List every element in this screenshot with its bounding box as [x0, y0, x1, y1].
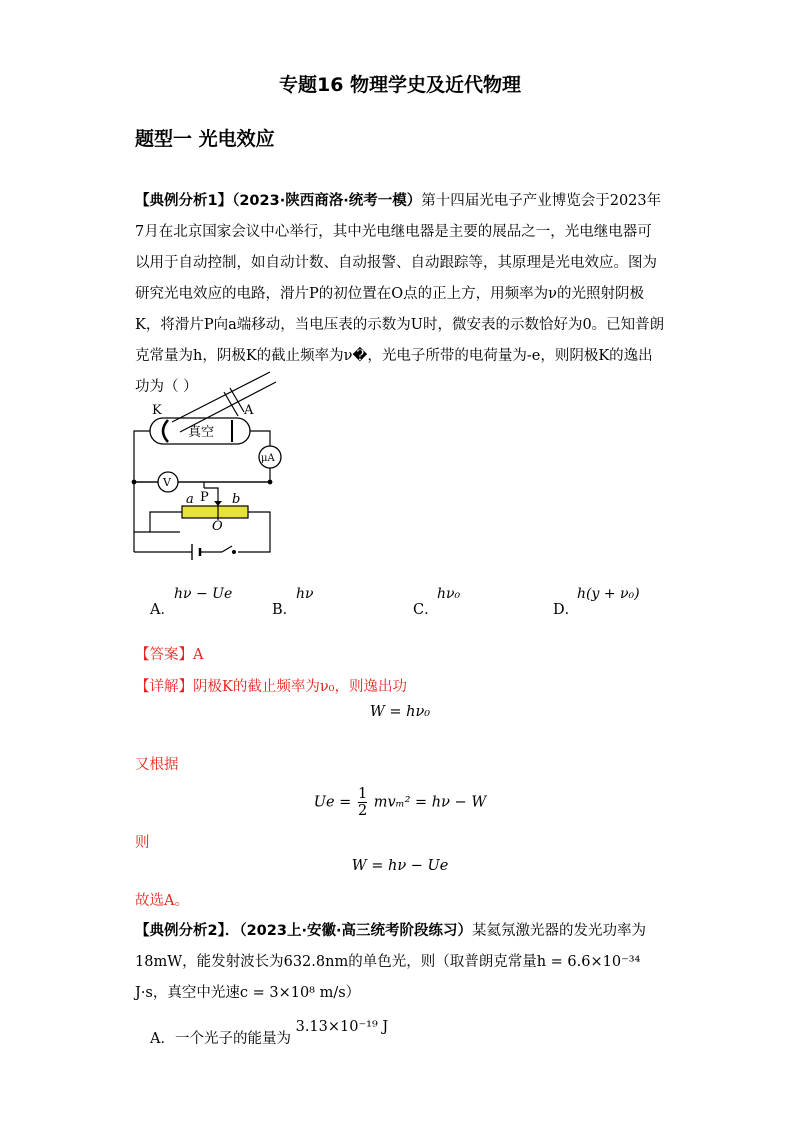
detail-line4: 故选A。 — [135, 893, 189, 909]
page-title: 专题16 物理学史及近代物理 — [278, 74, 522, 96]
example2-paragraph — [135, 916, 665, 1009]
fraction-denominator: 2 — [357, 803, 368, 819]
label-v: V — [163, 476, 171, 489]
equation-3: W = hν − Ue — [351, 858, 449, 874]
option-d-letter: D． — [553, 602, 580, 618]
equation-2-right: mvₘ² = hν − W — [373, 794, 487, 811]
option-c[interactable] — [413, 586, 461, 619]
battery — [192, 544, 200, 560]
option-b[interactable] — [272, 586, 314, 619]
label-b-end: b — [232, 492, 241, 507]
example2-source: （2023上·安徽·高三统考阶段练习） — [239, 923, 472, 939]
example2-tag: 【典例分析2】． — [135, 923, 240, 939]
label-vacuum: 真空 — [188, 425, 215, 440]
example1-text: 第十四届光电子产业博览会于2023年7月在北京国家会议中心举行，其中光电继电器是主要的展品之一，光电继电器可以用于自动控制，如自动计数、自动报警、自动跟踪等，其原理是光电效应。图为研究光电效应的电路，滑片P的初位置在O点的正上方，用频率为ν的光照射阴极K，将滑片P向a端移动，当电压表的示数为U时，微安表的示数恰好为0。已知普朗克常量为h，阴极K的截止频率为ν�，光电子所带的电荷量为-e，则阴极K的逸出功为（ ） — [135, 193, 665, 395]
example1-source: （2023·陕西商洛·统考一模） — [232, 193, 422, 209]
detail-line3: 则 — [135, 835, 150, 851]
example2-text2: 18mW，能发射波长为632.8nm的单色光，则（取普朗克常量h = 6.6×10⁻³⁴ J·s，真空中光速c = 3×10⁸ m/s） — [135, 954, 641, 1001]
label-a: A — [244, 403, 254, 418]
option-a-formula: hν − Ue — [174, 586, 233, 602]
circuit-diagram — [120, 370, 290, 570]
detail-line1 — [135, 672, 665, 703]
example2-option-a[interactable] — [150, 1019, 680, 1055]
answer: 【答案】A — [135, 647, 204, 663]
light-beam — [172, 372, 276, 432]
cathode-k — [163, 420, 168, 442]
label-a-end: a — [186, 492, 194, 507]
option-c-formula: hν₀ — [437, 586, 461, 602]
option-c-letter: C． — [413, 602, 439, 618]
example2-option-a-text: A．一个光子的能量为 — [150, 1031, 291, 1047]
detail-line2: 又根据 — [135, 757, 179, 773]
example2-text1: 某氦氖激光器的发光功率为 — [471, 923, 646, 939]
equation-2 — [0, 786, 800, 819]
option-b-letter: B． — [272, 602, 298, 618]
rheostat — [182, 506, 248, 518]
fraction-numerator: 1 — [357, 786, 368, 802]
option-d-formula: h(y + ν₀) — [577, 586, 640, 602]
label-k: K — [152, 403, 162, 418]
label-p: P — [200, 490, 209, 505]
equation-2-left: Ue = — [313, 794, 352, 811]
detail-text1: 阴极K的截止频率为ν₀，则逸出功 — [193, 679, 407, 695]
label-ua: μA — [261, 453, 275, 464]
option-d[interactable] — [553, 586, 640, 619]
detail-tag: 【详解】 — [135, 679, 193, 695]
option-b-formula: hν — [296, 586, 314, 602]
section-heading: 题型一 光电效应 — [135, 128, 275, 150]
label-o: O — [212, 519, 223, 534]
equation-1: W = hν₀ — [369, 704, 431, 720]
option-a-letter: A． — [150, 602, 175, 618]
option-a[interactable] — [150, 586, 233, 619]
example1-tag: 【典例分析1】 — [135, 193, 233, 209]
example2-option-a-value: 3.13×10⁻¹⁹ J — [295, 1019, 389, 1035]
